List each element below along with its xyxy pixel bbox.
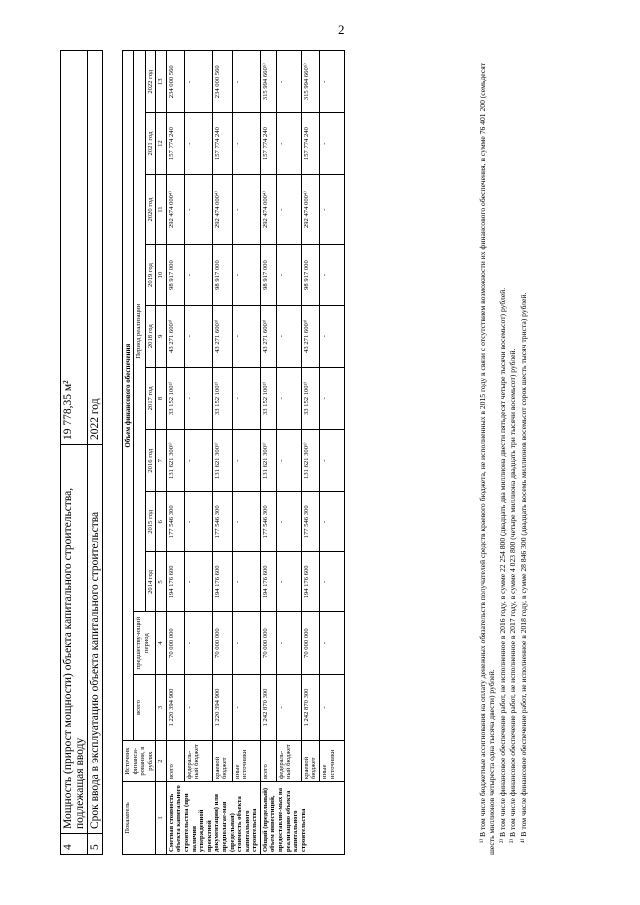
value-cell: 33 152 100²⁾ [301, 367, 319, 429]
value-cell: - [319, 430, 344, 492]
value-cell: - [319, 113, 344, 174]
info-row-label: Срок ввода в эксплуатацию объекта капитального строительства [88, 445, 103, 834]
value-cell: - [276, 674, 301, 741]
column-number: 1 [156, 782, 167, 855]
header-row-2 [134, 51, 146, 855]
value-cell: 70 000 000 [166, 612, 184, 674]
value-cell: - [184, 612, 212, 674]
value-cell: 98 917 000 [301, 245, 319, 305]
value-cell: 33 152 100²⁾ [260, 367, 276, 429]
header-year: 2022 год [145, 51, 156, 114]
header-volume: Объем финансового обеспечения [123, 51, 134, 741]
value-cell: 43 271 600³⁾ [301, 305, 319, 367]
footnote-1: ¹⁾ В том числе бюджетные ассигнования на оплату денежных обязательств получателей средств краевого бюджета, не исполненных в 2015 году в связи с отсутствием возможности их финансового обеспечения, в сумме 76 401 200 (семьдесят шесть миллионов четыреста одна тысяча двести) рублей. [478, 62, 497, 855]
column-number: 6 [156, 492, 167, 552]
source-cell: иные источники [232, 741, 260, 782]
header-year: 2014 год [145, 552, 156, 612]
column-number: 4 [156, 612, 167, 674]
value-cell: - [319, 367, 344, 429]
header-year: 2017 год [145, 367, 156, 429]
value-cell: - [319, 612, 344, 674]
column-number: 7 [156, 430, 167, 492]
table-row [212, 51, 232, 855]
value-cell: 70 000 000 [301, 612, 319, 674]
value-cell: - [232, 305, 260, 367]
value-cell: 70 000 000 [212, 612, 232, 674]
page-number: 2 [338, 22, 345, 37]
column-number: 10 [156, 245, 167, 305]
indicator-cell: Сметная стоимость объекта капитального строительства (при наличии утвержденной проектной документации) или предполагае-мая (предельная) стоимость объекта капитального строительства [166, 782, 260, 855]
source-cell: всего [260, 741, 276, 782]
value-cell: 1 220 394 900 [166, 674, 184, 741]
table-row [276, 51, 301, 855]
info-row-value: 19 778,35 м² [61, 51, 88, 445]
value-cell: - [276, 305, 301, 367]
value-cell: 131 621 300¹⁾ [212, 430, 232, 492]
value-cell: - [276, 245, 301, 305]
value-cell: - [276, 492, 301, 552]
header-source: Источник финанси-рования, в рублях [123, 741, 156, 782]
table-row [260, 51, 276, 855]
value-cell: 98 917 000 [166, 245, 184, 305]
column-number: 9 [156, 305, 167, 367]
value-cell: - [232, 245, 260, 305]
value-cell: - [276, 51, 301, 114]
header-indicator: Показатель [123, 782, 156, 855]
value-cell: - [276, 552, 301, 612]
value-cell: - [319, 492, 344, 552]
info-row-label: Мощность (прирост мощности) объекта капитального строительства, подлежащая вводу [61, 445, 88, 834]
value-cell: 292 474 000⁴⁾ [212, 174, 232, 245]
value-cell: 98 917 000 [260, 245, 276, 305]
table-row [232, 51, 260, 855]
value-cell: - [232, 430, 260, 492]
column-number: 3 [156, 674, 167, 741]
value-cell: - [184, 305, 212, 367]
footnote-4: ⁴⁾ В том числе финансовое обеспечение работ, не исполненное в 2018 году, в сумме 28 846 300 (двадцать восемь миллионов восемьсот сорок шесть тысяч триста) рублей. [518, 292, 528, 843]
indicator-cell: Общий (предельный) объем инвестиций, предоставляе-мых на реализацию объекта капитального строительства [260, 782, 344, 855]
value-cell: 131 621 300¹⁾ [301, 430, 319, 492]
value-cell: - [319, 552, 344, 612]
info-row-number: 4 [61, 834, 88, 855]
value-cell: 194 176 600 [301, 552, 319, 612]
value-cell: 315 994 660⁵⁾ [301, 51, 319, 114]
value-cell: - [232, 492, 260, 552]
value-cell: - [184, 245, 212, 305]
value-cell: - [232, 367, 260, 429]
column-number: 2 [156, 741, 167, 782]
value-cell: 98 917 000 [212, 245, 232, 305]
value-cell: - [319, 674, 344, 741]
info-row-capacity [61, 51, 88, 855]
value-cell: 315 994 660⁵⁾ [260, 51, 276, 114]
value-cell: 33 152 100²⁾ [212, 367, 232, 429]
footnotes [478, 50, 529, 855]
source-cell: федераль-ный бюджет [276, 741, 301, 782]
source-cell: федераль-ный бюджет [184, 741, 212, 782]
header-period: Период реализации [134, 51, 146, 612]
header-previous-period: предшеству-ющий период [134, 612, 156, 674]
value-cell: - [184, 674, 212, 741]
footnote-3: ³⁾ В том числе финансовое обеспечение работ, не исполненное в 2017 году, в сумме 4 023 800 (четыре миллиона двадцать три тысячи восемьсот) рублей. [508, 348, 518, 843]
value-cell: 177 546 300 [301, 492, 319, 552]
value-cell: 194 176 600 [212, 552, 232, 612]
value-cell: 177 546 300 [166, 492, 184, 552]
column-number: 12 [156, 113, 167, 174]
value-cell: 157 774 240 [301, 113, 319, 174]
value-cell: 157 774 240 [212, 113, 232, 174]
value-cell: 177 546 300 [212, 492, 232, 552]
value-cell: 1 242 870 300 [301, 674, 319, 741]
table-row [319, 51, 344, 855]
source-cell: всего [166, 741, 184, 782]
info-row-number: 5 [88, 834, 103, 855]
table-body [166, 51, 344, 855]
table-row [301, 51, 319, 855]
source-cell: иные источники [319, 741, 344, 782]
value-cell: 292 474 000⁴⁾ [260, 174, 276, 245]
value-cell: 70 000 000 [260, 612, 276, 674]
column-number: 11 [156, 174, 167, 245]
value-cell: - [184, 113, 212, 174]
value-cell: 43 271 600³⁾ [212, 305, 232, 367]
value-cell: - [184, 367, 212, 429]
object-info-table [60, 50, 103, 855]
value-cell: - [232, 113, 260, 174]
value-cell: - [319, 245, 344, 305]
value-cell: - [276, 612, 301, 674]
value-cell: - [232, 552, 260, 612]
rotated-content [60, 50, 600, 855]
value-cell: - [232, 612, 260, 674]
value-cell: 131 621 300¹⁾ [260, 430, 276, 492]
value-cell: 292 474 000⁴⁾ [301, 174, 319, 245]
footnote-2: ²⁾ В том числе финансовое обеспечение работ, не исполненное в 2016 году, в сумме 22 254 800 (двадцать два миллиона двести пятьдесят четыре тысячи восемьсот) рублей. [497, 287, 507, 843]
value-cell: - [184, 51, 212, 114]
value-cell: - [276, 174, 301, 245]
value-cell: - [184, 174, 212, 245]
value-cell: 157 774 240 [166, 113, 184, 174]
value-cell: 1 220 394 900 [212, 674, 232, 741]
value-cell: 43 271 600³⁾ [260, 305, 276, 367]
header-row-1 [123, 51, 134, 855]
value-cell: - [232, 174, 260, 245]
value-cell: - [319, 174, 344, 245]
value-cell: 43 271 600³⁾ [166, 305, 184, 367]
value-cell: - [319, 51, 344, 114]
table-row [166, 51, 184, 855]
table-row [184, 51, 212, 855]
column-number: 8 [156, 367, 167, 429]
header-year: 2016 год [145, 430, 156, 492]
column-number: 13 [156, 51, 167, 114]
column-number: 5 [156, 552, 167, 612]
header-year: 2020 год [145, 174, 156, 245]
header-year: 2019 год [145, 245, 156, 305]
value-cell: 131 621 300¹⁾ [166, 430, 184, 492]
header-year: 2018 год [145, 305, 156, 367]
value-cell: - [276, 113, 301, 174]
value-cell: - [232, 674, 260, 741]
value-cell: - [319, 305, 344, 367]
value-cell: 234 000 560 [212, 51, 232, 114]
header-year: 2015 год [145, 492, 156, 552]
info-row-commissioning [88, 51, 103, 855]
value-cell: - [232, 51, 260, 114]
source-cell: краевой бюджет [212, 741, 232, 782]
header-total: всего [134, 674, 156, 741]
value-cell: - [184, 430, 212, 492]
value-cell: 33 152 100²⁾ [166, 367, 184, 429]
value-cell: 194 176 600 [260, 552, 276, 612]
value-cell: - [276, 367, 301, 429]
value-cell: 194 176 600 [166, 552, 184, 612]
value-cell: - [184, 552, 212, 612]
value-cell: 234 000 560 [166, 51, 184, 114]
value-cell: 1 242 870 300 [260, 674, 276, 741]
value-cell: 177 546 300 [260, 492, 276, 552]
source-cell: краевой бюджет [301, 741, 319, 782]
header-year: 2021 год [145, 113, 156, 174]
info-row-value: 2022 год [88, 51, 103, 445]
value-cell: - [276, 430, 301, 492]
value-cell: - [184, 492, 212, 552]
value-cell: 157 774 240 [260, 113, 276, 174]
column-numbers-row [156, 51, 167, 855]
financing-table [122, 50, 345, 855]
value-cell: 292 474 000⁴⁾ [166, 174, 184, 245]
